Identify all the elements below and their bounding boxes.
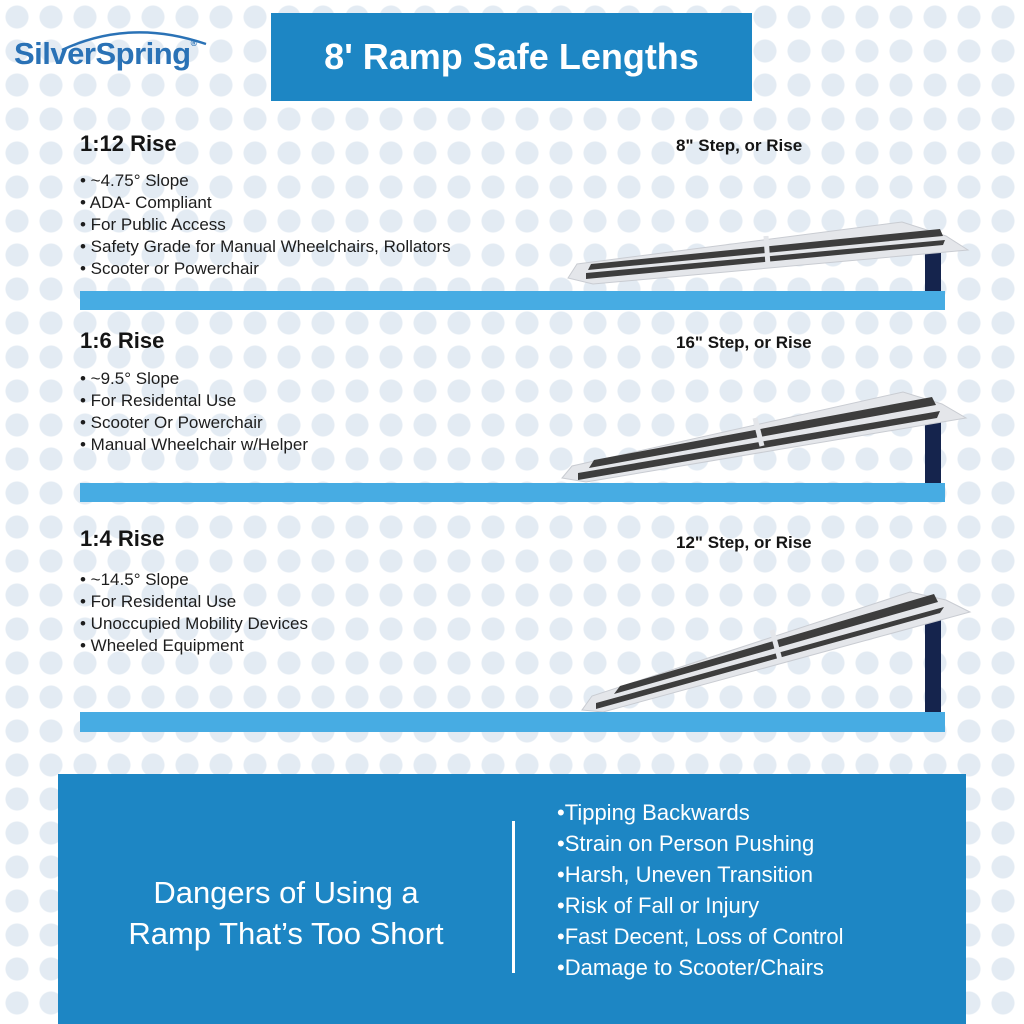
list-item: •Damage to Scooter/Chairs <box>557 955 824 980</box>
dangers-panel <box>58 774 966 1024</box>
list-item: •Harsh, Uneven Transition <box>557 862 813 887</box>
ramp-surface-upper <box>589 397 936 468</box>
ramp-divider <box>766 236 768 266</box>
ramp-3-illustration <box>582 592 970 714</box>
dangers-title-line: Dangers of Using a <box>153 875 419 910</box>
list-item: •Strain on Person Pushing <box>557 831 815 856</box>
list-item: •Risk of Fall or Injury <box>557 893 760 918</box>
support-post <box>925 612 941 714</box>
list-item: • Safety Grade for Manual Wheelchairs, Rollators <box>80 237 451 256</box>
dangers-list <box>557 797 844 983</box>
section-title: 1:4 Rise <box>80 526 165 551</box>
dangers-title-line: Ramp That’s Too Short <box>128 916 444 951</box>
ramp-2-illustration <box>562 392 966 487</box>
list-item: • Scooter Or Powerchair <box>80 413 263 432</box>
list-item: • ~9.5° Slope <box>80 369 180 388</box>
list-item: • ~14.5° Slope <box>80 570 189 589</box>
list-item: • Manual Wheelchair w/Helper <box>80 435 308 454</box>
list-item: • For Residental Use <box>80 592 237 611</box>
ground-bar <box>80 291 945 310</box>
list-item: • Unoccupied Mobility Devices <box>80 614 308 633</box>
dangers-title <box>74 872 498 954</box>
list-item: • ~4.75° Slope <box>80 171 189 190</box>
ramp-surface-lower <box>596 607 944 709</box>
ramp-1-illustration <box>568 222 968 296</box>
logo-text-silver: Silver <box>14 36 96 71</box>
step-label: 16" Step, or Rise <box>676 333 812 352</box>
support-post <box>925 252 941 296</box>
ground-bar <box>80 712 945 732</box>
step-label: 8" Step, or Rise <box>676 136 803 155</box>
step-label: 12" Step, or Rise <box>676 533 812 552</box>
registered-mark: ® <box>190 38 197 48</box>
ramp-surface-lower <box>578 411 940 480</box>
list-item: •Fast Decent, Loss of Control <box>557 924 844 949</box>
section-title: 1:6 Rise <box>80 328 165 353</box>
ground-bar <box>80 483 945 502</box>
logo-text-spring: Spring <box>95 36 191 71</box>
list-item: • For Public Access <box>80 215 226 234</box>
support-post <box>925 420 941 487</box>
list-item: •Tipping Backwards <box>557 800 750 825</box>
page-title: 8' Ramp Safe Lengths <box>324 36 699 77</box>
list-item: • ADA- Compliant <box>80 193 212 212</box>
list-item: • Wheeled Equipment <box>80 636 244 655</box>
section-title: 1:12 Rise <box>80 131 177 156</box>
list-item: • Scooter or Powerchair <box>80 259 259 278</box>
list-item: • For Residental Use <box>80 391 237 410</box>
divider <box>512 821 515 973</box>
